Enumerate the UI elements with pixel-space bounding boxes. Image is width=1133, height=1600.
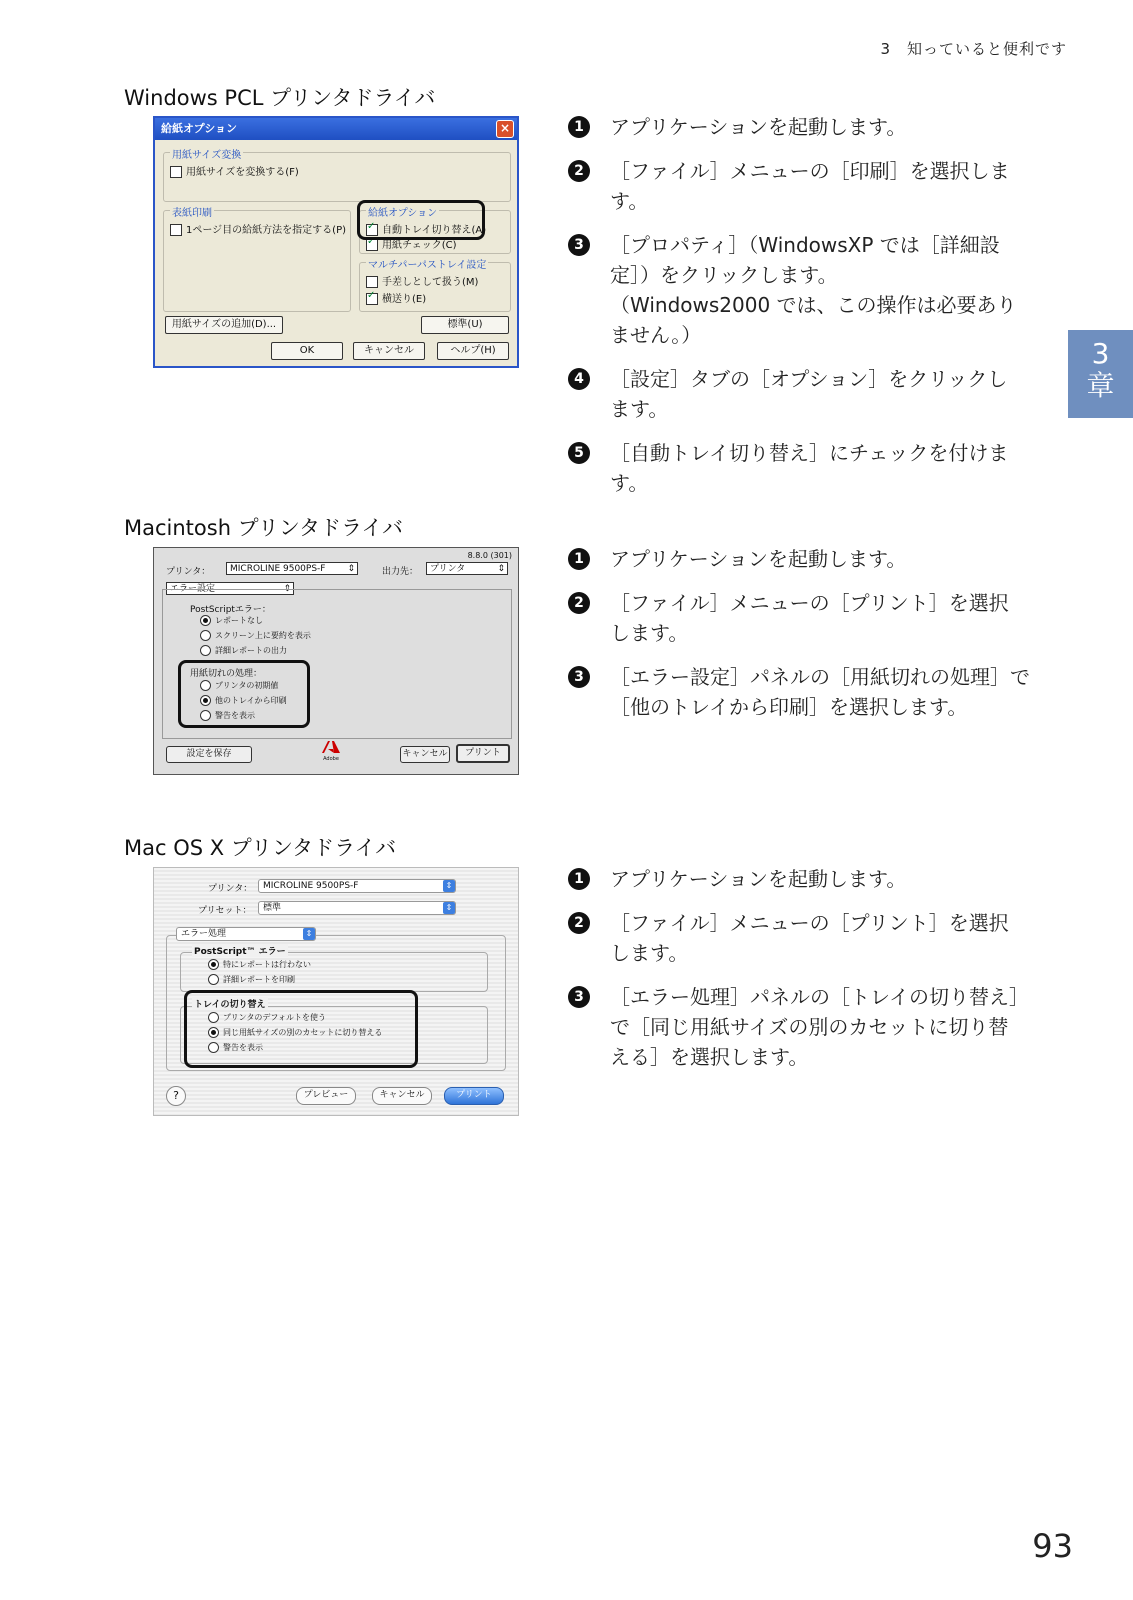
checkbox-convert-size[interactable] bbox=[170, 163, 299, 178]
step-item bbox=[568, 438, 1038, 498]
step-text bbox=[610, 364, 1007, 424]
ps-error-box bbox=[180, 952, 488, 992]
macosx-print-dialog bbox=[153, 867, 519, 1116]
step-number-badge: 1 bbox=[568, 116, 590, 138]
step-item bbox=[568, 864, 1038, 894]
step-text-line: ［ファイル］メニューの［印刷］を選択します。 bbox=[610, 159, 1010, 213]
help-icon[interactable]: ? bbox=[166, 1086, 186, 1106]
printer-select[interactable] bbox=[258, 879, 456, 893]
popup-arrow-icon: ⇕ bbox=[497, 564, 505, 574]
checkbox-icon bbox=[170, 224, 182, 236]
group-cover-print bbox=[163, 210, 351, 312]
panel-value: エラー処理 bbox=[181, 929, 227, 939]
checkbox-label: 手差しとして扱う(M) bbox=[382, 277, 479, 288]
checkbox-icon bbox=[366, 239, 378, 251]
preset-label: プリセット： bbox=[198, 906, 252, 916]
step-text-line: ［自動トレイ切り替え］にチェックを付けま bbox=[610, 441, 1009, 465]
printer-select[interactable] bbox=[226, 562, 358, 575]
preset-select[interactable] bbox=[258, 901, 456, 915]
popup-arrow-icon: ⇕ bbox=[347, 564, 355, 574]
page-number: 93 bbox=[1032, 1527, 1073, 1565]
step-text-line: ［設定］タブの［オプション］をクリックし bbox=[610, 367, 1008, 391]
step-number-badge: 3 bbox=[568, 666, 590, 688]
popup-arrow-icon: ⇕ bbox=[283, 584, 291, 594]
step-number-badge: 5 bbox=[568, 442, 590, 464]
step-text-line: ［ファイル］メニューの［プリント］を選択 bbox=[610, 591, 1009, 615]
radio-label: プリンタのデフォルトを使う bbox=[223, 1013, 326, 1022]
steps-windows bbox=[568, 112, 1038, 512]
step-number-badge: 3 bbox=[568, 986, 590, 1008]
radio-icon bbox=[200, 615, 211, 626]
step-text bbox=[610, 156, 1038, 216]
popup-arrow-icon: ⇕ bbox=[443, 880, 455, 892]
step-text bbox=[610, 588, 1009, 648]
step-text bbox=[610, 112, 906, 142]
preview-button[interactable]: プレビュー bbox=[296, 1087, 356, 1105]
step-text-line: す。 bbox=[610, 471, 649, 495]
step-item bbox=[568, 662, 1038, 722]
radio-no-report[interactable] bbox=[208, 959, 311, 970]
adobe-logo-icon bbox=[320, 740, 342, 762]
macintosh-print-dialog bbox=[153, 547, 519, 775]
radio-label: 特にレポートは行わない bbox=[223, 960, 311, 969]
dialog-titlebar bbox=[155, 118, 517, 140]
step-number-badge: 2 bbox=[568, 912, 590, 934]
close-icon[interactable]: × bbox=[496, 120, 514, 138]
step-number-badge: 2 bbox=[568, 160, 590, 182]
checkbox-icon bbox=[366, 293, 378, 305]
group-label: マルチパーパストレイ設定 bbox=[366, 256, 488, 271]
step-text-line: ［エラー設定］パネルの［用紙切れの処理］で bbox=[610, 665, 1030, 689]
popup-arrow-icon: ⇕ bbox=[443, 902, 455, 914]
printer-label: プリンタ： bbox=[208, 884, 253, 894]
checkbox-icon bbox=[366, 276, 378, 288]
group-label: 表紙印刷 bbox=[170, 204, 214, 219]
cancel-button[interactable]: キャンセル bbox=[353, 342, 425, 360]
section-title-macintosh: Macintosh プリンタドライバ bbox=[124, 516, 403, 540]
radio-label: 詳細レポートの出力 bbox=[215, 646, 287, 655]
dialog-title: 給紙オプション bbox=[161, 122, 238, 135]
ok-button[interactable]: OK bbox=[271, 342, 343, 360]
section-title-macosx: Mac OS X プリンタドライバ bbox=[124, 836, 397, 860]
group-label: 用紙サイズ変換 bbox=[170, 146, 243, 161]
printer-label: プリンタ： bbox=[166, 567, 211, 577]
checkbox-label: 用紙チェック(C) bbox=[382, 240, 457, 251]
radio-detail-report[interactable] bbox=[208, 974, 295, 985]
running-header: 3 知っていると便利です bbox=[880, 40, 1067, 58]
step-text-line: します。 bbox=[610, 941, 689, 965]
step-item bbox=[568, 908, 1038, 968]
destination-select[interactable] bbox=[426, 562, 508, 575]
save-settings-button[interactable]: 設定を保存 bbox=[166, 746, 252, 763]
print-button[interactable]: プリント bbox=[456, 744, 510, 763]
destination-label: 出力先： bbox=[382, 567, 419, 577]
step-text-line: ます。 bbox=[610, 397, 669, 421]
step-text-line: える］を選択します。 bbox=[610, 1045, 809, 1069]
chapter-label: 章 bbox=[1086, 369, 1115, 402]
step-text-line: 定］）をクリックします。 bbox=[610, 263, 838, 287]
default-button[interactable]: 標準(U) bbox=[421, 316, 509, 334]
section-title-windows: Windows PCL プリンタドライバ bbox=[124, 86, 436, 110]
step-text bbox=[610, 908, 1009, 968]
panel-value: エラー設定 bbox=[170, 584, 216, 594]
step-item bbox=[568, 230, 1038, 350]
step-number-badge: 2 bbox=[568, 592, 590, 614]
step-item bbox=[568, 156, 1038, 216]
step-text bbox=[610, 230, 1017, 350]
step-text-line: ［プロパティ］（WindowsXP では［詳細設 bbox=[610, 233, 1000, 257]
radio-icon bbox=[200, 645, 211, 656]
radio-label: スクリーン上に要約を表示 bbox=[215, 631, 311, 640]
step-text-line: で［同じ用紙サイズの別のカセットに切り替 bbox=[610, 1015, 1009, 1039]
highlight-frame bbox=[184, 990, 418, 1068]
step-text-line: ません。） bbox=[610, 323, 702, 347]
radio-label: レポートなし bbox=[215, 616, 263, 625]
windows-paper-options-dialog bbox=[153, 116, 519, 368]
cancel-button[interactable]: キャンセル bbox=[400, 746, 450, 763]
highlight-frame bbox=[357, 200, 485, 240]
radio-label: 他のトレイから印刷 bbox=[215, 696, 287, 705]
printer-value: MICROLINE 9500PS-F bbox=[230, 564, 326, 574]
step-text bbox=[610, 438, 1008, 498]
step-item bbox=[568, 112, 1038, 142]
checkbox-label: 横送り(E) bbox=[382, 294, 427, 305]
popup-arrow-icon: ⇕ bbox=[303, 928, 315, 940]
adobe-logo-text: Adobe bbox=[323, 756, 339, 762]
step-number-badge: 1 bbox=[568, 868, 590, 890]
radio-icon bbox=[208, 974, 219, 985]
add-paper-size-button[interactable]: 用紙サイズの追加(D)... bbox=[165, 316, 283, 334]
step-text-line: します。 bbox=[610, 621, 689, 645]
destination-value: プリンタ bbox=[430, 564, 466, 574]
driver-version: 8.8.0 (301) bbox=[467, 551, 512, 560]
step-item bbox=[568, 982, 1038, 1072]
chapter-number: 3 bbox=[1091, 337, 1110, 370]
checkbox-first-page-source[interactable] bbox=[170, 221, 346, 236]
out-of-paper-label: 用紙切れの処理： bbox=[190, 669, 263, 679]
group-label: 給紙オプション bbox=[366, 204, 439, 219]
radio-label: プリンタの初期値 bbox=[215, 681, 279, 690]
steps-macintosh bbox=[568, 544, 1038, 736]
step-text bbox=[610, 982, 1029, 1072]
radio-icon bbox=[208, 959, 219, 970]
ps-error-label: PostScriptエラー： bbox=[190, 605, 271, 615]
radio-no-report[interactable] bbox=[200, 615, 263, 626]
radio-label: 同じ用紙サイズの別のカセットに切り替える bbox=[223, 1028, 383, 1037]
preset-value: 標準 bbox=[263, 903, 282, 913]
step-text-line: アプリケーションを起動します。 bbox=[610, 115, 907, 139]
step-item bbox=[568, 588, 1038, 648]
step-number-badge: 4 bbox=[568, 368, 590, 390]
steps-macosx bbox=[568, 864, 1038, 1086]
checkbox-icon bbox=[170, 166, 182, 178]
checkbox-label: 自動トレイ切り替え(A) bbox=[382, 225, 487, 236]
printer-value: MICROLINE 9500PS-F bbox=[263, 881, 359, 891]
chapter-tab bbox=[1068, 330, 1133, 418]
tray-switch-label: トレイの切り替え bbox=[192, 997, 268, 1010]
radio-screen-summary[interactable] bbox=[200, 630, 311, 641]
help-button[interactable]: ヘルプ(H) bbox=[437, 342, 509, 360]
checkbox-label: 用紙サイズを変換する(F) bbox=[186, 167, 299, 178]
step-number-badge: 3 bbox=[568, 234, 590, 256]
radio-label: 警告を表示 bbox=[223, 1043, 263, 1052]
step-text bbox=[610, 864, 906, 894]
print-button[interactable]: プリント bbox=[444, 1087, 504, 1105]
step-text bbox=[610, 662, 1030, 722]
checkbox-manual-feed[interactable] bbox=[366, 273, 478, 288]
step-item bbox=[568, 364, 1038, 424]
step-text bbox=[610, 544, 906, 574]
radio-label: 詳細レポートを印刷 bbox=[223, 975, 295, 984]
checkbox-label: 1ページ目の給紙方法を指定する(P) bbox=[186, 225, 346, 236]
step-item bbox=[568, 544, 1038, 574]
highlight-frame bbox=[178, 660, 310, 728]
ps-error-label: PostScript™ エラー bbox=[192, 944, 288, 957]
step-number-badge: 1 bbox=[568, 548, 590, 570]
checkbox-landscape-feed[interactable] bbox=[366, 290, 426, 305]
step-text-line: アプリケーションを起動します。 bbox=[610, 547, 907, 571]
panel-select[interactable] bbox=[176, 927, 316, 941]
radio-icon bbox=[200, 630, 211, 641]
step-text-line: アプリケーションを起動します。 bbox=[610, 867, 907, 891]
step-text-line: ［エラー処理］パネルの［トレイの切り替え］ bbox=[610, 985, 1029, 1009]
step-text-line: ［ファイル］メニューの［プリント］を選択 bbox=[610, 911, 1009, 935]
radio-label: 警告を表示 bbox=[215, 711, 255, 720]
step-text-line: （Windows2000 では、この操作は必要あり bbox=[610, 293, 1017, 317]
group-multipurpose-tray bbox=[359, 262, 511, 312]
cancel-button[interactable]: キャンセル bbox=[372, 1087, 432, 1105]
group-paper-size-convert bbox=[163, 152, 511, 202]
radio-detail-report[interactable] bbox=[200, 645, 287, 656]
step-text-line: ［他のトレイから印刷］を選択します。 bbox=[610, 695, 968, 719]
